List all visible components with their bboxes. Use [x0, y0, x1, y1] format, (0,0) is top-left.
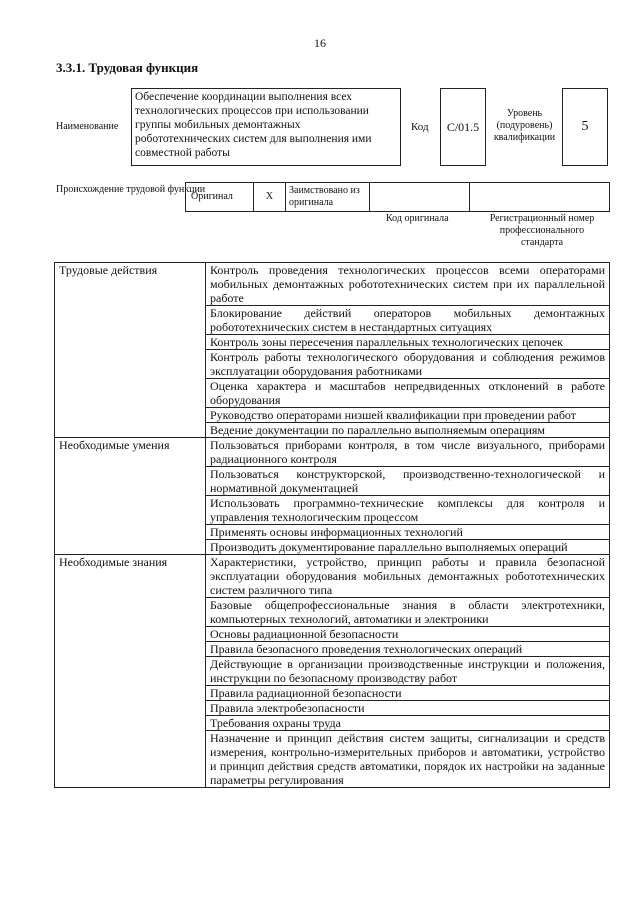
section-title-skills: Необходимые умения	[55, 438, 206, 555]
code-label: Код	[411, 121, 429, 133]
origin-code-cell	[370, 183, 470, 211]
qualification-level-label: Уровень (подуровень) квалификации	[493, 108, 556, 143]
qualification-level-value: 5	[562, 88, 608, 166]
table-cell: Пользоваться конструкторской, производственно-технологической и нормативной документацией	[206, 467, 610, 496]
registration-number-caption: Регистрационный номер профессионального стандарта	[489, 213, 595, 248]
section-title: 3.3.1. Трудовая функция	[56, 60, 199, 75]
table-cell: Основы радиационной безопасности	[206, 627, 610, 642]
table-cell: Использовать программно-технические комплексы для контроля и управления технологическим процессом	[206, 496, 610, 525]
table-cell: Пользоваться приборами контроля, в том числе визуального, приборами радиационного контроля	[206, 438, 610, 467]
table-cell: Правила безопасного проведения технологических операций	[206, 642, 610, 657]
table-cell: Руководство операторами низшей квалификации при проведении работ	[206, 408, 610, 423]
table-cell: Блокирование действий операторов мобильных демонтажных робототехнических систем в нестандартных ситуациях	[206, 306, 610, 335]
original-code-caption: Код оригинала	[386, 213, 449, 224]
origin-row	[185, 182, 610, 212]
origin-original-cell: Оригинал	[186, 183, 254, 211]
section-title-labor-actions: Трудовые действия	[55, 263, 206, 438]
table-cell: Назначение и принцип действия систем защиты, сигнализации и средств измерения, контрольно-измерительных приборов и автоматики, устройство и принцип действия средств автоматики, порядок их настройки на заданные параметры регулирования	[206, 731, 610, 788]
table-cell: Контроль зоны пересечения параллельных технологических цепочек	[206, 335, 610, 350]
table-cell: Контроль работы технологического оборудования и соблюдения режимов эксплуатации оборудования работниками	[206, 350, 610, 379]
table-cell: Требования охраны труда	[206, 716, 610, 731]
table-cell: Применять основы информационных технологий	[206, 525, 610, 540]
table-cell: Действующие в организации производственные инструкции и положения, инструкции по безопасному производству работ	[206, 657, 610, 686]
labor-function-table	[54, 262, 610, 788]
table-row	[55, 555, 610, 598]
table-cell: Ведение документации по параллельно выполняемым операциям	[206, 423, 610, 438]
table-cell: Правила радиационной безопасности	[206, 686, 610, 701]
origin-reg-cell	[470, 183, 609, 211]
origin-mark-cell: X	[254, 183, 286, 211]
table-cell: Производить документирование параллельно выполняемых операций	[206, 540, 610, 555]
table-cell: Правила электробезопасности	[206, 701, 610, 716]
name-label: Наименование	[56, 121, 119, 132]
section-title-knowledge: Необходимые знания	[55, 555, 206, 788]
table-row	[55, 263, 610, 306]
table-cell: Базовые общепрофессиональные знания в области электротехники, компьютерных технологий, автоматики и электроники	[206, 598, 610, 627]
page-number: 16	[314, 36, 326, 50]
origin-borrowed-cell: Заимствовано из оригинала	[286, 183, 370, 211]
code-value: C/01.5	[440, 88, 486, 166]
table-cell: Характеристики, устройство, принцип работы и правила безопасной эксплуатации оборудования мобильных демонтажных робототехнических систем различного типа	[206, 555, 610, 598]
table-cell: Контроль проведения технологических процессов всеми операторами мобильных демонтажных робототехнических систем при их параллельной работе	[206, 263, 610, 306]
table-row	[55, 438, 610, 467]
table-cell: Оценка характера и масштабов непредвиденных отклонений в работе оборудования	[206, 379, 610, 408]
function-name-box: Обеспечение координации выполнения всех технологических процессов при использовании группы мобильных демонтажных робототехнических систем для выполнения ими совместной работы	[131, 88, 401, 166]
origin-label: Происхождение трудовой функции	[56, 184, 206, 195]
